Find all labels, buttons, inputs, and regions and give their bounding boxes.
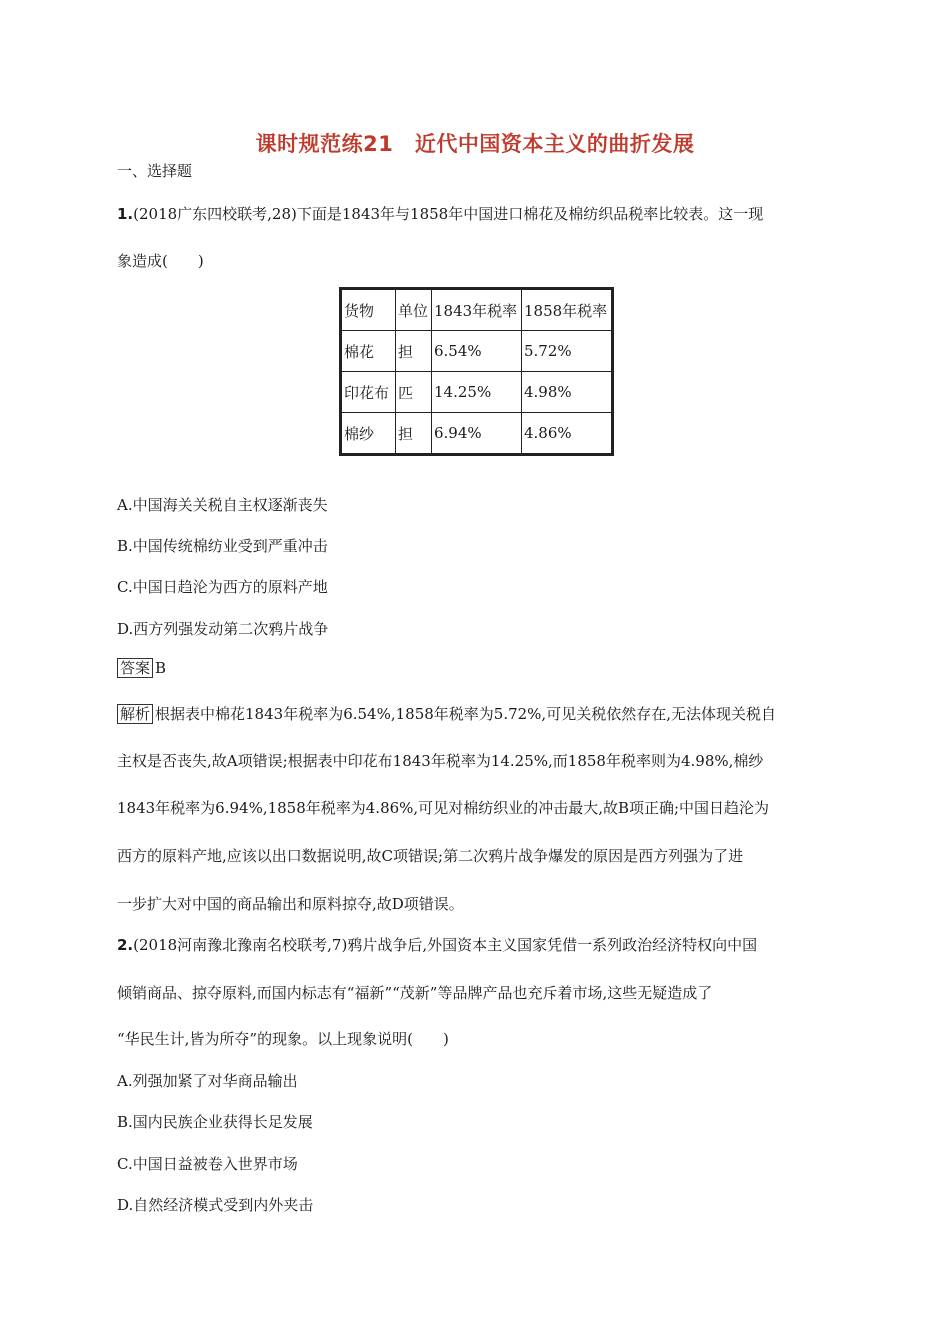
analysis-tag: 解析 — [117, 704, 153, 724]
q2-stem-text: (2018河南豫北豫南名校联考,7)鸦片战争后,外国资本主义国家凭借一系列政治经济特权向中国 — [133, 936, 758, 954]
table-header-cell: 1858年税率 — [522, 289, 613, 331]
q1-answer — [117, 658, 166, 678]
q2-stem-line-2: 倾销商品、掠夺原料,而国内标志有“福新”“茂新”等品牌产品也充斥着市场,这些无疑造成了 — [117, 984, 713, 1002]
table-header-row — [341, 289, 613, 331]
q1-analysis-line: 主权是否丧失,故A项错误;根据表中印花布1843年税率为14.25%,而1858年税率则为4.98%,棉纱 — [117, 752, 764, 770]
table-row — [341, 372, 613, 413]
table-cell: 棉花 — [341, 331, 396, 372]
table-cell: 6.94% — [432, 413, 522, 455]
q2-stem-line-3: “华民生计,皆为所夺”的现象。以上现象说明( ) — [117, 1030, 449, 1048]
q1-stem-line-1 — [117, 203, 763, 224]
q1-stem-line-2: 象造成( ) — [117, 252, 204, 270]
table-cell: 匹 — [396, 372, 432, 413]
q2-option-c: C.中国日益被卷入世界市场 — [117, 1155, 298, 1173]
q2-number: 2. — [117, 936, 134, 954]
table-header-cell: 1843年税率 — [432, 289, 522, 331]
q1-number: 1. — [117, 205, 134, 223]
q1-stem-text: (2018广东四校联考,28)下面是1843年与1858年中国进口棉花及棉纺织品税率比较表。这一现 — [133, 205, 764, 223]
analysis-text: 根据表中棉花1843年税率为6.54%,1858年税率为5.72%,可见关税依然存在,无法体现关税自 — [155, 705, 776, 723]
table-cell: 5.72% — [522, 331, 613, 372]
answer-value: B — [155, 659, 167, 677]
q2-option-b: B.国内民族企业获得长足发展 — [117, 1113, 313, 1131]
q2-option-a: A.列强加紧了对华商品输出 — [117, 1072, 298, 1090]
table-cell: 印花布 — [341, 372, 396, 413]
table-cell: 6.54% — [432, 331, 522, 372]
table-cell: 14.25% — [432, 372, 522, 413]
q1-option-a: A.中国海关关税自主权逐渐丧失 — [117, 496, 328, 514]
table-cell: 4.98% — [522, 372, 613, 413]
table-header-cell: 货物 — [341, 289, 396, 331]
q1-analysis-line: 一步扩大对中国的商品输出和原料掠夺,故D项错误。 — [117, 895, 464, 913]
q1-option-b: B.中国传统棉纺业受到严重冲击 — [117, 537, 328, 555]
q1-analysis-line — [117, 703, 776, 724]
section-heading: 一、选择题 — [117, 162, 193, 180]
table-row — [341, 331, 613, 372]
q1-option-d: D.西方列强发动第二次鸦片战争 — [117, 620, 329, 638]
table-cell: 4.86% — [522, 413, 613, 455]
q2-stem-line-1 — [117, 934, 757, 955]
q1-analysis-line: 1843年税率为6.94%,1858年税率为4.86%,可见对棉纺织业的冲击最大,故B项正确;中国日趋沦为 — [117, 799, 770, 817]
table-cell: 担 — [396, 413, 432, 455]
table-row — [341, 413, 613, 455]
tax-rate-table — [339, 287, 614, 456]
table-cell: 担 — [396, 331, 432, 372]
q2-option-d: D.自然经济模式受到内外夹击 — [117, 1196, 314, 1214]
answer-tag: 答案 — [117, 658, 153, 678]
table-cell: 棉纱 — [341, 413, 396, 455]
page-title: 课时规范练21 近代中国资本主义的曲折发展 — [255, 132, 695, 156]
table-header-cell: 单位 — [396, 289, 432, 331]
q1-analysis-line: 西方的原料产地,应该以出口数据说明,故C项错误;第二次鸦片战争爆发的原因是西方列强为了进 — [117, 847, 744, 865]
q1-option-c: C.中国日趋沦为西方的原料产地 — [117, 578, 328, 596]
